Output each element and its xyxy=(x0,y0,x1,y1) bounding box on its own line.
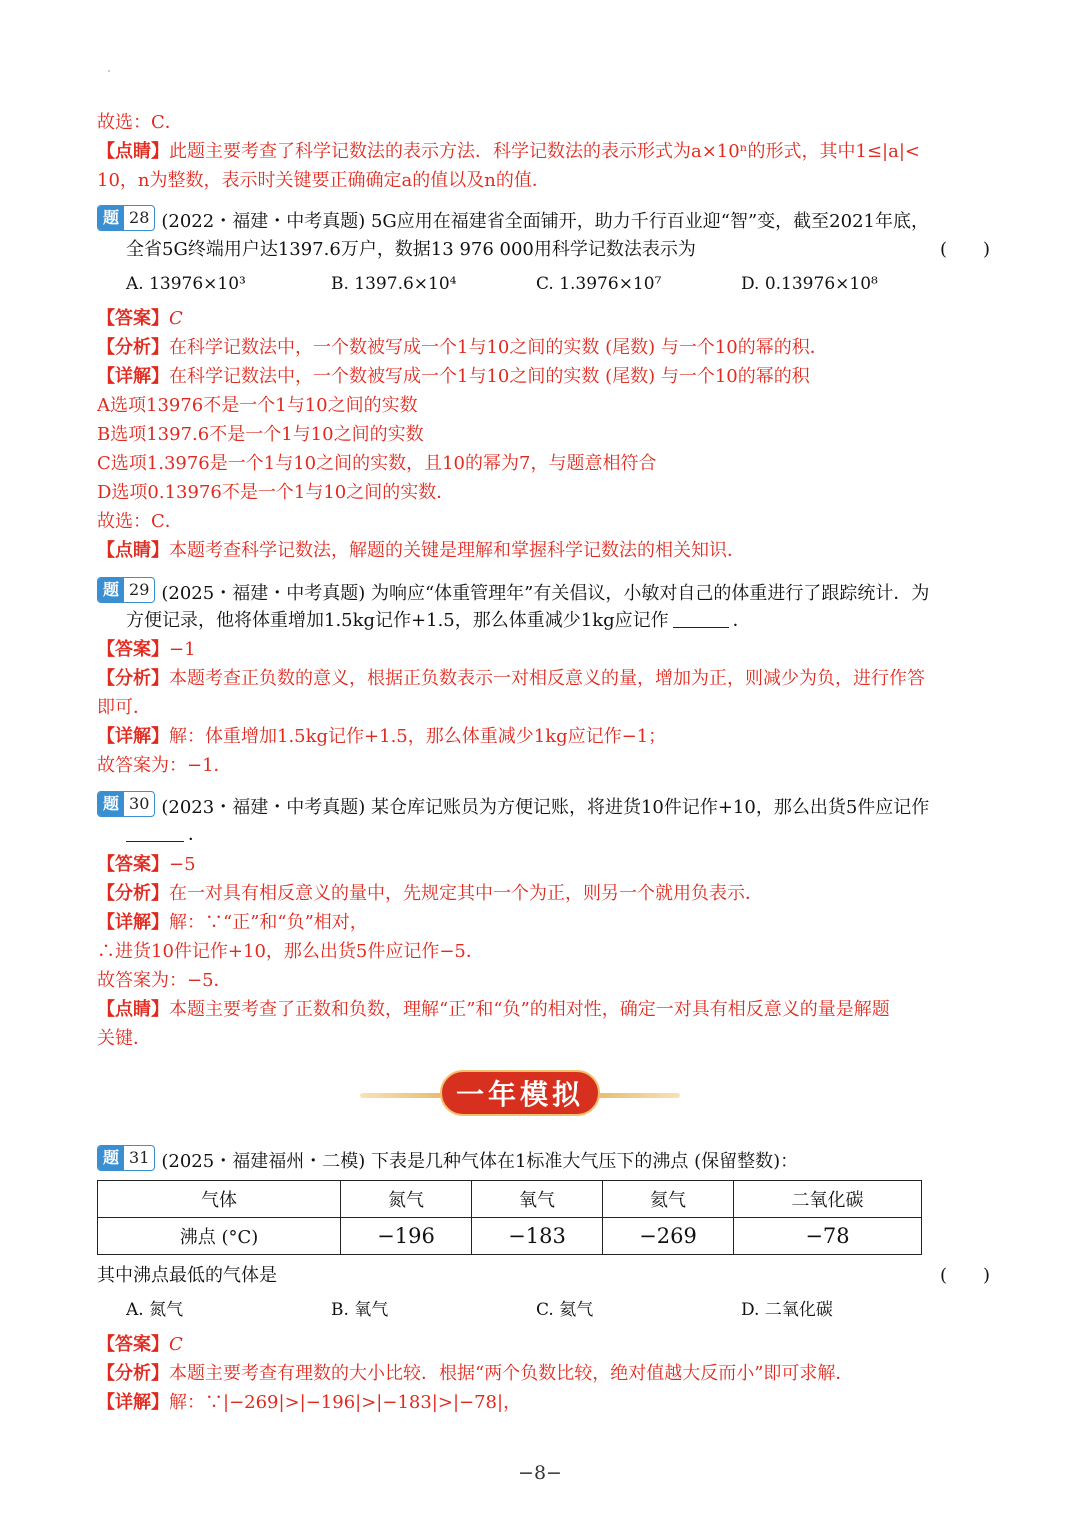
analysis-28: 【分析】在科学记数法中，一个数被写成一个1与10之间的实数 (尾数) 与一个10的幂的积． xyxy=(97,337,828,358)
answer-31: 【答案】C xyxy=(97,1334,183,1355)
comment-30: 【点睛】本题主要考查了正数和负数，理解“正”和“负”的相对性，确定一对具有相反意义的量是解题 xyxy=(97,999,890,1020)
page: 故选：C． 【点睛】此题主要考查了科学记数法的表示方法．科学记数法的表示形式为a×10ⁿ的形式，其中1≤|a|< 10，n为整数，表示时关键要正确确定a的值以及n的值． 题 28 (2022・福建・中考真题) 5G应用在福建省全面铺开，助力千行百业迎“智”变，截至2021年底， 全省5G终端用户达1397.6万户，数据13 976 000用科学记数法表示为 ( ) A. 13976×10³ B. 1397.6×10⁴ C. 1.3976×10⁷ D. 0.13976×10⁸ 【答案】C 【分析】在科学记数法中，一个数被写成一个1与10之间的实数 (尾数) 与一个10的幂的积． 【详解】在科学记数法中，一个数被写成一个1与10之间的实数 (尾数) 与一个10的幂的积 A选项13976不是一个1与10之间的实数 B选项1397.6不是一个1与10之间的实数 C选项1.3976是一个1与10之间的实数，且10的幂为7，与题意相符合 D选项0.13976不是一个1与10之间的实数． 故选：C． 【点睛】本题考查科学记数法，解题的关键是理解和掌握科学记数法的相关知识． 题 29 (2025・福建・中考真题) 为响应“体重管理年”有关倡议，小敏对自己的体重进行了跟踪统计．为 方便记录，他将体重增加1.5kg记作+1.5，那么体重减少1kg应记作 ． 【答案】−1 【分析】本题考查正负数的意义，根据正负数表示一对相反意义的量，增加为正，则减少为负，进行作答 即可． 【详解】解：体重增加1.5kg记作+1.5，那么体重减少1kg应记作−1； 故答案为：−1． 题 30 (2023・福建・中考真题) 某仓库记账员为方便记账，将进货10件记作+10，那么出货5件应记作 ． 【答案】−5 【分析】在一对具有相反意义的量中，先规定其中一个为正，则另一个就用负表示． 【详解】解：∵“正”和“负”相对， ∴进货10件记作+10，那么出货5件应记作−5． 故答案为：−5． 【点睛】本题主要考查了正数和负数，理解“正”和“负”的相对性，确定一对具有相反意义的量是解题 关键． 一年模拟 题 31 (2025・福建福州・二模) 下表是几种气体在1标准大气压下的沸点 (保留整数)： 气体 氮气 氧气 氦气 二氧化碳 沸点 (°C) −196 −183 −269 −78 其中沸点最低的气体是 ( ) A. 氮气 B. 氧气 C. 氦气 D. 二氧化碳 【答案】C 【分析】本题主要考查有理数的大小比较．根据“两个负数比较，绝对值越大反而小”即可求解． 【详解】解：∵|−269|>|−196|>|−183|>|−78|， −8− xyxy=(0,0,1080,1527)
table-cell: 二氧化碳 xyxy=(734,1181,922,1218)
final-answer-30: 故答案为：−5． xyxy=(97,970,232,991)
option-b: B. 氧气 xyxy=(331,1300,389,1320)
detail-31: 【详解】解：∵|−269|>|−196|>|−183|>|−78|， xyxy=(97,1392,522,1413)
analysis-31: 【分析】本题主要考查有理数的大小比较．根据“两个负数比较，绝对值越大反而小”即可求解． xyxy=(97,1363,854,1384)
final-choice-28: 故选：C． xyxy=(97,511,183,532)
table-cell: 气体 xyxy=(98,1181,341,1218)
table-cell: 沸点 (°C) xyxy=(98,1218,341,1255)
section-title: 一年模拟 xyxy=(440,1070,600,1116)
question-number-badge: 题 29 xyxy=(97,577,155,603)
page-number: −8− xyxy=(518,1462,562,1484)
analysis-29: 【分析】本题考查正负数的意义，根据正负数表示一对相反意义的量，增加为正，则减少为负，进行作答 xyxy=(97,668,925,689)
question-number-badge: 题 28 xyxy=(97,205,155,231)
question-29-stem-2: 方便记录，他将体重增加1.5kg记作+1.5，那么体重减少1kg应记作 ． xyxy=(126,610,751,631)
table-cell: −196 xyxy=(341,1218,472,1255)
boiling-point-table xyxy=(97,1180,922,1255)
detail-28-d: D选项0.13976不是一个1与10之间的实数． xyxy=(97,482,455,503)
detail-30: 【详解】解：∵“正”和“负”相对， xyxy=(97,912,368,933)
detail-30-2: ∴进货10件记作+10，那么出货5件应记作−5． xyxy=(97,941,484,962)
final-answer-29: 故答案为：−1． xyxy=(97,755,232,776)
table-cell: 氦气 xyxy=(603,1181,734,1218)
comment-line xyxy=(97,137,990,166)
question-number-badge: 题 30 xyxy=(97,791,155,817)
detail-28-c: C选项1.3976是一个1与10之间的实数，且10的幂为7，与题意相符合 xyxy=(97,453,657,474)
banner-ornament-left xyxy=(360,1093,450,1098)
comment-28: 【点睛】本题考查科学记数法，解题的关键是理解和掌握科学记数法的相关知识． xyxy=(97,540,745,561)
comment-line-2: 10，n为整数，表示时关键要正确确定a的值以及n的值． xyxy=(97,170,550,191)
table-cell: −78 xyxy=(734,1218,922,1255)
question-28-text: (2022・福建・中考真题) 5G应用在福建省全面铺开，助力千行百业迎“智”变，截至2021年底， xyxy=(161,211,929,232)
table-header-row xyxy=(98,1181,922,1218)
option-d: D. 二氧化碳 xyxy=(741,1300,833,1320)
table-cell: 氮气 xyxy=(341,1181,472,1218)
question-number-badge: 题 31 xyxy=(97,1145,155,1171)
question-30-stem-2: ． xyxy=(126,820,990,849)
option-b: B. 1397.6×10⁴ xyxy=(331,274,457,294)
analysis-29-2: 即可． xyxy=(97,697,151,718)
option-d: D. 0.13976×10⁸ xyxy=(741,274,878,294)
option-a: A. 氮气 xyxy=(126,1300,184,1320)
detail-28-b: B选项1397.6不是一个1与10之间的实数 xyxy=(97,424,424,445)
option-c: C. 1.3976×10⁷ xyxy=(536,274,662,294)
comment-30-2: 关键． xyxy=(97,1028,151,1049)
answer-blank[interactable] xyxy=(126,823,184,842)
question-31-text: 其中沸点最低的气体是 xyxy=(97,1265,277,1286)
comment-tag: 【点睛】 xyxy=(97,141,169,162)
answer-blank[interactable] xyxy=(673,609,729,628)
table-cell: 氧气 xyxy=(472,1181,603,1218)
detail-29: 【详解】解：体重增加1.5kg记作+1.5，那么体重减少1kg应记作−1； xyxy=(97,726,667,747)
banner-ornament-right xyxy=(590,1093,680,1098)
table-row xyxy=(98,1218,922,1255)
analysis-30: 【分析】在一对具有相反意义的量中，先规定其中一个为正，则另一个就用负表示． xyxy=(97,883,763,904)
question-29-stem: 题 29 (2025・福建・中考真题) 为响应“体重管理年”有关倡议，小敏对自己的体重进行了跟踪统计．为 xyxy=(97,577,990,608)
table-cell: −183 xyxy=(472,1218,603,1255)
detail-28: 【详解】在科学记数法中，一个数被写成一个1与10之间的实数 (尾数) 与一个10的幂的积 xyxy=(97,366,810,387)
option-c: C. 氦气 xyxy=(536,1300,594,1320)
question-30-stem: 题 30 (2023・福建・中考真题) 某仓库记账员为方便记账，将进货10件记作+10，那么出货5件应记作 xyxy=(97,791,990,822)
comment-text: 此题主要考查了科学记数法的表示方法．科学记数法的表示形式为a×10ⁿ的形式，其中1≤|a|< xyxy=(169,141,920,162)
question-31-options xyxy=(126,1296,986,1325)
option-a: A. 13976×10³ xyxy=(126,274,246,294)
scan-dot xyxy=(108,70,110,72)
table-cell: −269 xyxy=(603,1218,734,1255)
answer-30: 【答案】−5 xyxy=(97,854,196,875)
section-banner xyxy=(360,1070,680,1120)
final-choice: 故选：C． xyxy=(97,112,183,133)
detail-28-a: A选项13976不是一个1与10之间的实数 xyxy=(97,395,418,416)
answer-28: 【答案】C xyxy=(97,308,183,329)
question-28-stem xyxy=(97,205,990,236)
answer-29: 【答案】−1 xyxy=(97,639,196,660)
question-28-options xyxy=(126,270,986,299)
question-28-stem-2: 全省5G终端用户达1397.6万户，数据13 976 000用科学记数法表示为 xyxy=(126,239,696,260)
question-31-stem: 题 31 (2025・福建福州・二模) 下表是几种气体在1标准大气压下的沸点 (保留整数)： xyxy=(97,1145,990,1176)
